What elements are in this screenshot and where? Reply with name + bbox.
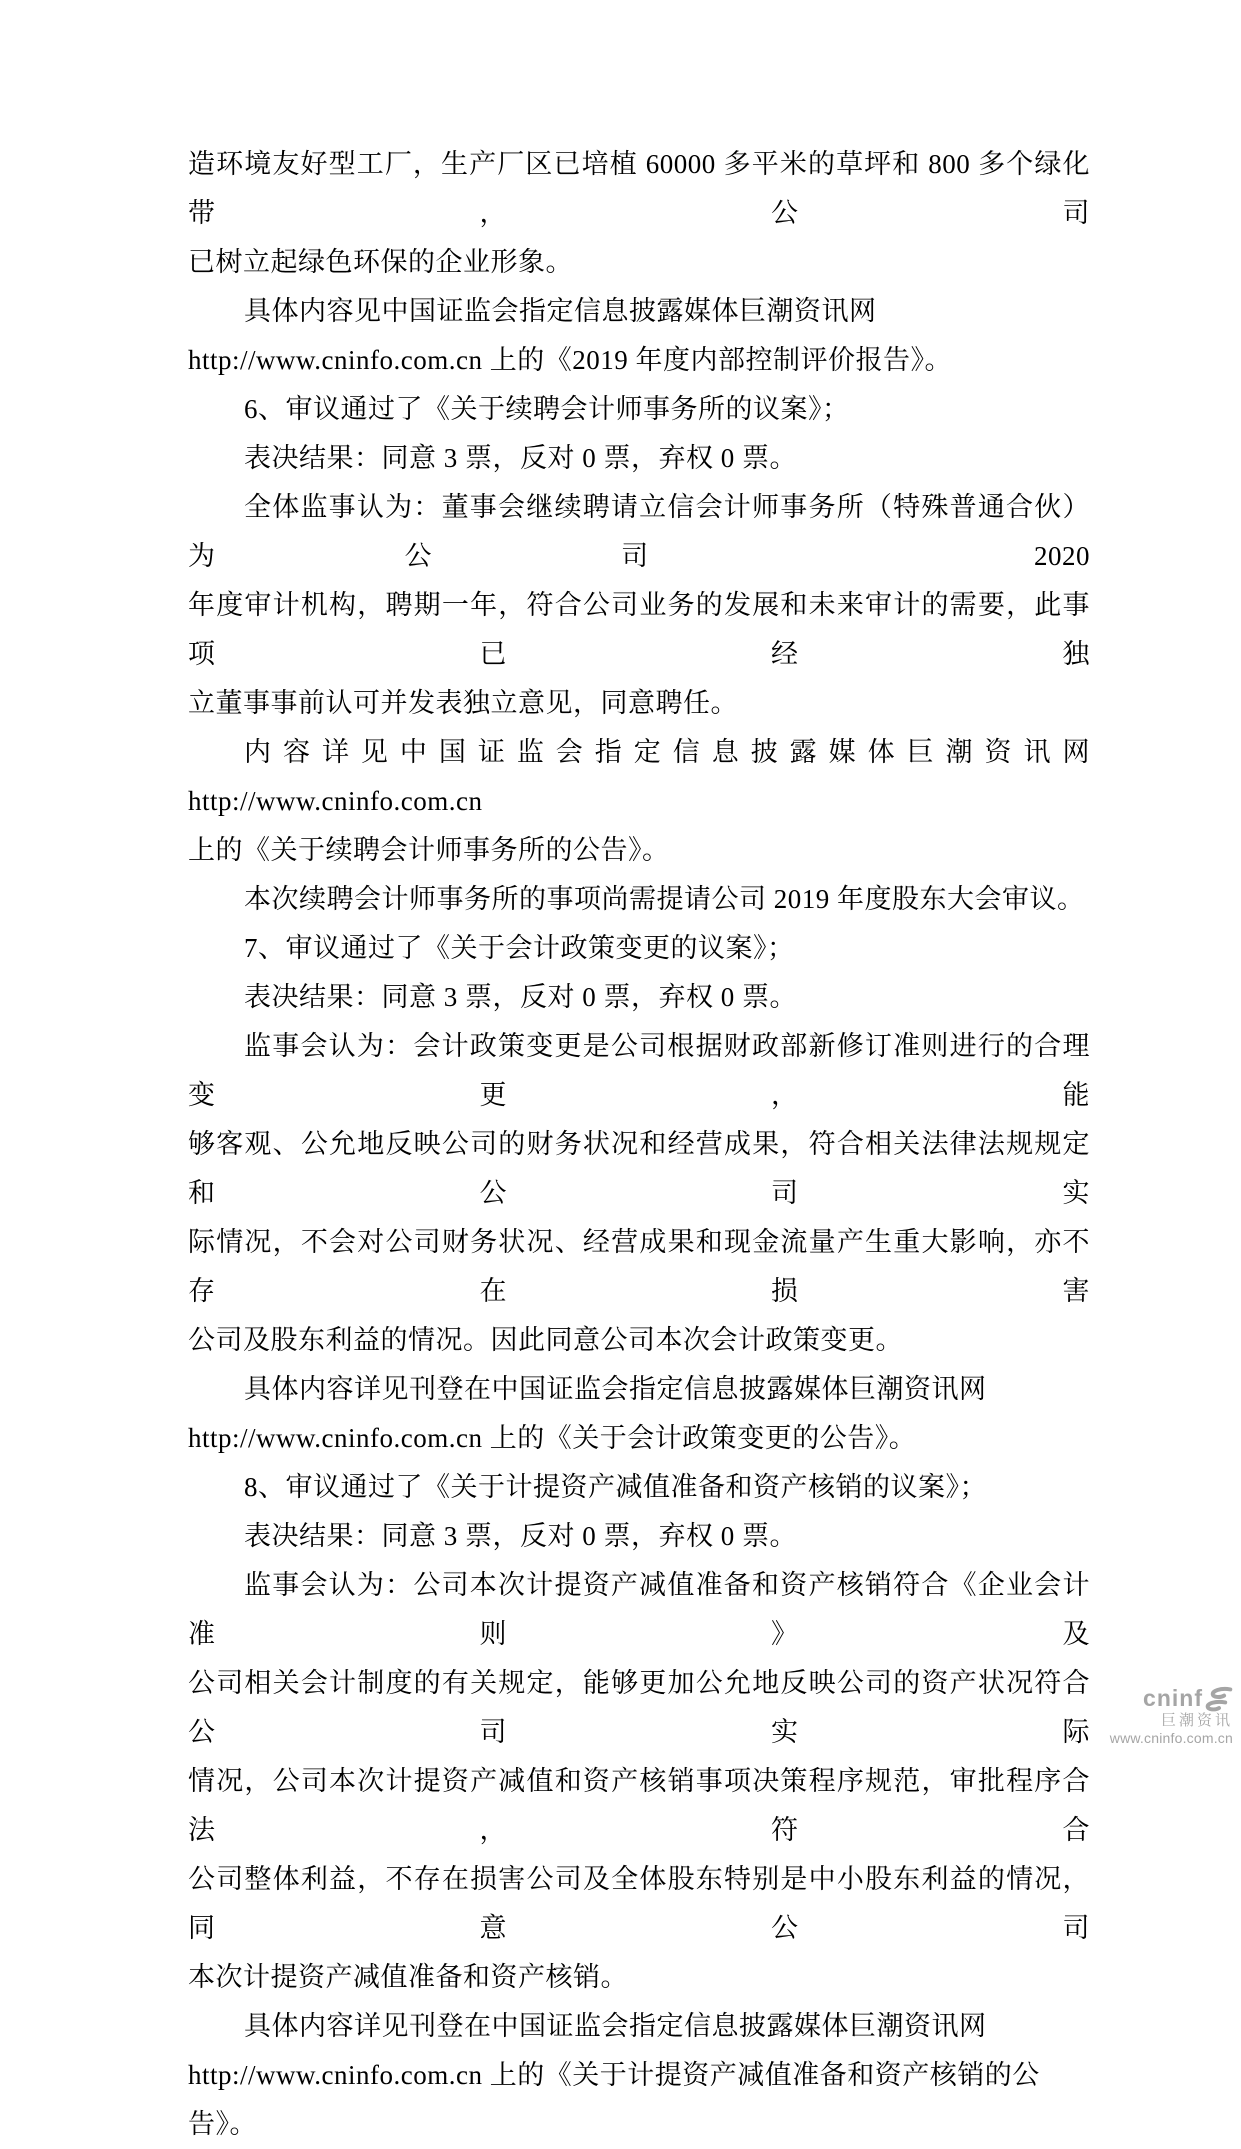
document-line: 内容详见中国证监会指定信息披露媒体巨潮资讯网 http://www.cninfo.com.cn — [188, 737, 1098, 816]
document-line: http://www.cninfo.com.cn 上的《2019 年度内部控制评价报告》。 — [188, 345, 952, 375]
document-line: 公司整体利益，不存在损害公司及全体股东特别是中小股东利益的情况，同意公司 — [188, 1864, 1090, 1943]
cninfo-s-icon — [1205, 1686, 1233, 1712]
document-line: 表决结果：同意 3 票，反对 0 票，弃权 0 票。 — [244, 443, 797, 473]
document-line: 具体内容详见刊登在中国证监会指定信息披露媒体巨潮资讯网 — [244, 2011, 987, 2041]
cninfo-wordmark: cninf — [1143, 1685, 1203, 1712]
document-line: 具体内容见中国证监会指定信息披露媒体巨潮资讯网 — [244, 296, 877, 326]
document-line: 本次续聘会计师事务所的事项尚需提请公司 2019 年度股东大会审议。 — [244, 884, 1085, 914]
document-line: 情况，公司本次计提资产减值和资产核销事项决策程序规范，审批程序合法，符合 — [188, 1766, 1090, 1845]
document-line: http://www.cninfo.com.cn 上的《关于会计政策变更的公告》。 — [188, 1423, 917, 1453]
cninfo-brand-row — [1110, 1686, 1233, 1712]
document-line: 年度审计机构，聘期一年，符合公司业务的发展和未来审计的需要，此事项已经独 — [188, 590, 1090, 669]
document-line: 上的《关于续聘会计师事务所的公告》。 — [188, 835, 670, 865]
document-line: 监事会认为：会计政策变更是公司根据财政部新修订准则进行的合理变更，能 — [188, 1031, 1090, 1110]
document-line: 监事会认为：公司本次计提资产减值准备和资产核销符合《企业会计准则》及 — [188, 1570, 1090, 1649]
document-line: 本次计提资产减值准备和资产核销。 — [188, 1962, 628, 1992]
document-line: 表决结果：同意 3 票，反对 0 票，弃权 0 票。 — [244, 1521, 797, 1551]
document-line: 公司相关会计制度的有关规定，能够更加公允地反映公司的资产状况符合公司实际 — [188, 1668, 1090, 1747]
document-line: 已树立起绿色环保的企业形象。 — [188, 247, 573, 277]
document-line: 造环境友好型工厂，生产厂区已培植 60000 多平米的草坪和 800 多个绿化带，公司 — [188, 149, 1090, 228]
cninfo-url: www.cninfo.com.cn — [1109, 1729, 1233, 1746]
document-line: 立董事事前认可并发表独立意见，同意聘任。 — [188, 688, 738, 718]
document-line: 全体监事认为：董事会继续聘请立信会计师事务所（特殊普通合伙）为公司 2020 — [188, 492, 1090, 571]
document-line: 8、审议通过了《关于计提资产减值准备和资产核销的议案》； — [244, 1472, 987, 1502]
cninfo-cn-name: 巨潮资讯 — [1160, 1712, 1233, 1730]
cninfo-logo — [1110, 1686, 1233, 1746]
document-line: 公司及股东利益的情况。因此同意公司本次会计政策变更。 — [188, 1325, 903, 1355]
document-line: http://www.cninfo.com.cn 上的《关于计提资产减值准备和资产核销的公告》。 — [188, 2060, 1040, 2139]
document-line: 够客观、公允地反映公司的财务状况和经营成果，符合相关法律法规规定和公司实 — [188, 1129, 1090, 1208]
document-line: 7、审议通过了《关于会计政策变更的议案》； — [244, 933, 795, 963]
document-line: 表决结果：同意 3 票，反对 0 票，弃权 0 票。 — [244, 982, 797, 1012]
document-line: 6、审议通过了《关于续聘会计师事务所的议案》； — [244, 394, 850, 424]
document-body — [188, 140, 1098, 2149]
document-line: 际情况，不会对公司财务状况、经营成果和现金流量产生重大影响，亦不存在损害 — [188, 1227, 1090, 1306]
document-line: 具体内容详见刊登在中国证监会指定信息披露媒体巨潮资讯网 — [244, 1374, 987, 1404]
